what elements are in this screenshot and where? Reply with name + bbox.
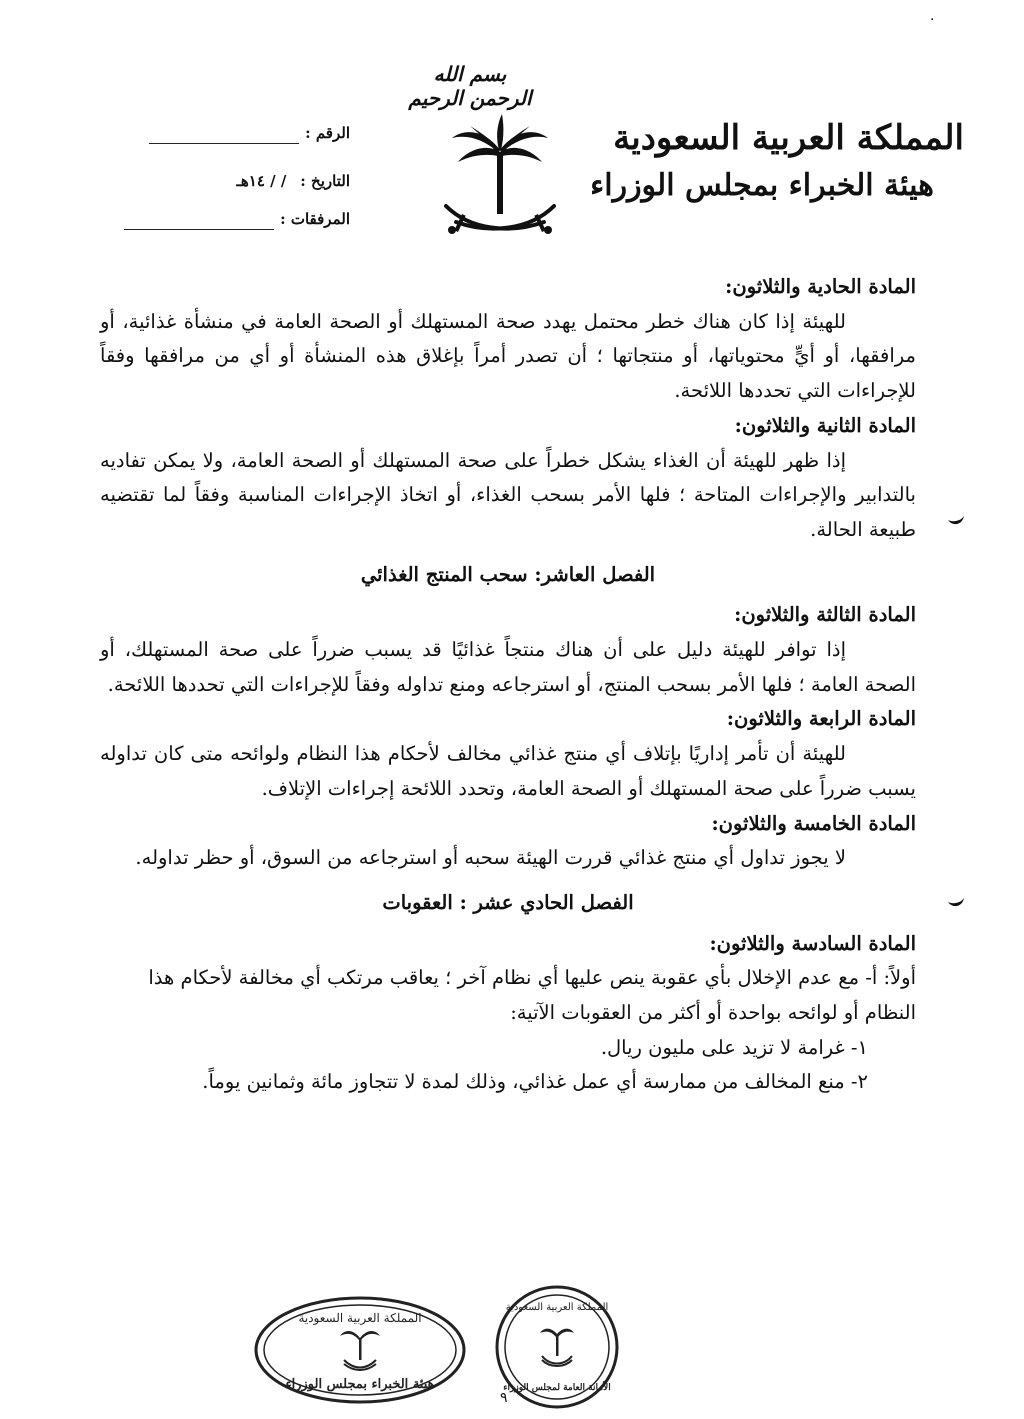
stamp-left-line1: المملكة العربية السعودية bbox=[298, 1311, 422, 1325]
stamp-left-line2: هيئة الخبراء بمجلس الوزراء bbox=[285, 1377, 435, 1392]
article-32-text: إذا ظهر للهيئة أن الغذاء يشكل خطراً على صحة المستهلك أو الصحة العامة، ولا يمكن تفاديه بالتدابير والإجراءات المتاحة ؛ فلها الأمر بسحب الغذاء، أو اتخاذ الإجراءات المناسبة وفقاً لما تقتضيه طبيعة الحالة. bbox=[100, 448, 916, 541]
clause-a-label: أ- bbox=[865, 966, 878, 990]
article-34-heading: المادة الرابعة والثلاثون: bbox=[726, 707, 916, 731]
page-number: ٩ bbox=[500, 1390, 508, 1406]
palm-swords-emblem-icon bbox=[440, 110, 560, 250]
article-33-heading: المادة الثالثة والثلاثون: bbox=[734, 603, 916, 627]
basmala-calligraphy: بسم الله الرحمن الرحيم bbox=[408, 62, 532, 110]
stamp-emblem-icon bbox=[340, 1331, 380, 1370]
article-35-text: لا يجوز تداول أي منتج غذائي قررت الهيئة سحبه أو استرجاعه من السوق، أو حظر تداوله. bbox=[135, 846, 846, 870]
reference-label: الرقم : bbox=[305, 124, 350, 142]
article-34-text: للهيئة أن تأمر إداريًا بإتلاف أي منتج غذائي مخالف لأحكام هذا النظام ولوائحه متى كان تداوله يسبب ضرراً على صحة المستهلك أو الصحة العامة، وتحدد اللائحة إجراءات الإتلاف. bbox=[100, 742, 916, 800]
stamp-right-line1: المملكة العربية السعودية bbox=[505, 1302, 609, 1313]
penalty-item-2: ٢- منع المخالف من ممارسة أي عمل غذائي، وذلك لمدة لا تتجاوز مائة وثمانين يوماً. bbox=[202, 1070, 868, 1094]
org-name-line1: المملكة العربية السعودية bbox=[613, 118, 964, 158]
attachments-label: المرفقات : bbox=[280, 210, 350, 228]
stamp-right-line2: الأمانة العامة لمجلس الوزراء bbox=[503, 1383, 611, 1393]
margin-crescent-icon bbox=[944, 888, 966, 910]
attachments-field bbox=[80, 210, 350, 230]
article-32-heading: المادة الثانية والثلاثون: bbox=[734, 413, 916, 437]
article-36-heading: المادة السادسة والثلاثون: bbox=[709, 931, 916, 955]
chapter-11-title: الفصل الحادي عشر : العقوبات bbox=[382, 890, 634, 914]
margin-tick: · bbox=[930, 12, 935, 28]
article-31-heading: المادة الحادية والثلاثون: bbox=[725, 275, 916, 298]
first-label: أولاً: bbox=[883, 966, 916, 990]
article-35-heading: المادة الخامسة والثلاثون: bbox=[711, 811, 916, 835]
penalty-item-1: ١- غرامة لا تزيد على مليون ريال. bbox=[600, 1035, 868, 1059]
date-label: التاريخ : bbox=[300, 172, 350, 190]
date-field bbox=[80, 172, 350, 190]
margin-crescent-icon bbox=[944, 506, 966, 528]
stamp-emblem-icon bbox=[540, 1329, 574, 1366]
document-body bbox=[100, 270, 916, 1100]
reference-number-field bbox=[80, 124, 350, 144]
attachments-blank-line bbox=[124, 211, 274, 230]
official-seal-left-stamp bbox=[250, 1292, 470, 1408]
clause-a-text: مع عدم الإخلال بأي عقوبة ينص عليها أي نظام آخر ؛ يعاقب مرتكب أي مخالفة لأحكام هذا النظام أو لوائحه بواحدة أو أكثر من العقوبات الآتية: bbox=[148, 966, 916, 1025]
org-name-line2: هيئة الخبراء بمجلس الوزراء bbox=[590, 168, 934, 203]
official-seal-right-stamp bbox=[492, 1282, 622, 1412]
date-value: / / ١٤هـ bbox=[236, 172, 287, 190]
article-33-text: إذا توافر للهيئة دليل على أن هناك منتجاً غذائيًا قد يسبب ضرراً على صحة المستهلك، أو الصحة العامة ؛ فلها الأمر بسحب المنتج، أو استرجاعه ومنع تداوله وفقاً للإجراءات التي تحددها اللائحة. bbox=[100, 638, 916, 696]
reference-blank-line bbox=[149, 125, 299, 144]
chapter-10-title: الفصل العاشر: سحب المنتج الغذائي bbox=[360, 562, 656, 586]
article-31-text: للهيئة إذا كان هناك خطر محتمل يهدد صحة المستهلك أو الصحة العامة في منشأة غذائية، أو مرافقها، أو أيٍّ محتوياتها، أو منتجاتها ؛ أن تصدر أمراً بإغلاق هذه المنشأة أو أي من مرافقها وفقاً للإجراءات التي تحددها اللائحة. bbox=[100, 309, 916, 403]
article-36-clause-a bbox=[100, 961, 916, 1030]
